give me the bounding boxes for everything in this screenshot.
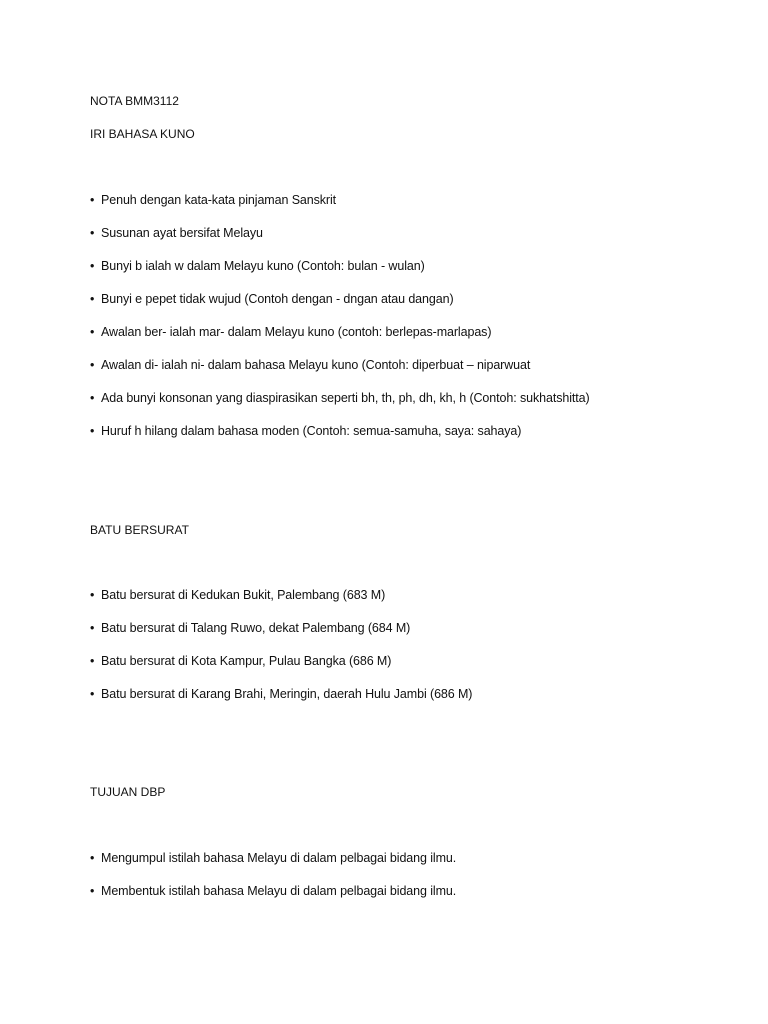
bullet-icon: •: [90, 654, 95, 668]
bullet-icon: •: [90, 358, 95, 372]
list-item-text: Bunyi e pepet tidak wujud (Contoh dengan - dngan atau dangan): [101, 292, 454, 306]
section-heading-ciri-bahasa-kuno: IRI BAHASA KUNO: [90, 127, 195, 141]
list-item-text: Penuh dengan kata-kata pinjaman Sanskrit: [101, 193, 337, 207]
bullet-icon: •: [90, 325, 95, 339]
bullet-icon: •: [90, 226, 95, 240]
list-item-text: Huruf h hilang dalam bahasa moden (Contoh: semua-samuha, saya: sahaya): [101, 424, 522, 438]
bullet-icon: •: [90, 193, 95, 207]
section-heading-batu-bersurat: BATU BERSURAT: [90, 523, 189, 537]
bullet-icon: •: [90, 687, 95, 701]
list-item: [90, 423, 521, 439]
bullet-icon: •: [90, 621, 95, 635]
bullet-icon: •: [90, 259, 95, 273]
bullet-icon: •: [90, 851, 95, 865]
list-item-text: Awalan ber- ialah mar- dalam Melayu kuno (contoh: berlepas-marlapas): [101, 325, 492, 339]
list-item-text: Awalan di- ialah ni- dalam bahasa Melayu kuno (Contoh: diperbuat – niparwuat: [101, 358, 531, 372]
list-item: [90, 390, 590, 406]
list-item: [90, 653, 391, 669]
list-item-text: Mengumpul istilah bahasa Melayu di dalam pelbagai bidang ilmu.: [101, 851, 457, 865]
list-item: [90, 324, 491, 340]
list-item-text: Susunan ayat bersifat Melayu: [101, 226, 263, 240]
list-item-text: Batu bersurat di Kedukan Bukit, Palembang (683 M): [101, 588, 386, 602]
bullet-icon: •: [90, 424, 95, 438]
list-item: [90, 357, 530, 373]
list-item-text: Batu bersurat di Kota Kampur, Pulau Bangka (686 M): [101, 654, 392, 668]
list-item-text: Batu bersurat di Talang Ruwo, dekat Palembang (684 M): [101, 621, 411, 635]
list-item: [90, 225, 263, 241]
list-item: [90, 883, 456, 899]
list-item: [90, 587, 385, 603]
bullet-icon: •: [90, 884, 95, 898]
list-item: [90, 686, 472, 702]
document-title: NOTA BMM3112: [90, 94, 179, 108]
list-item-text: Membentuk istilah bahasa Melayu di dalam pelbagai bidang ilmu.: [101, 884, 457, 898]
bullet-icon: •: [90, 391, 95, 405]
list-item: [90, 620, 410, 636]
bullet-icon: •: [90, 588, 95, 602]
list-item-text: Batu bersurat di Karang Brahi, Meringin, daerah Hulu Jambi (686 M): [101, 687, 473, 701]
list-item-text: Bunyi b ialah w dalam Melayu kuno (Contoh: bulan - wulan): [101, 259, 425, 273]
list-item: [90, 258, 425, 274]
list-item-text: Ada bunyi konsonan yang diaspirasikan seperti bh, th, ph, dh, kh, h (Contoh: sukhatshitta): [101, 391, 590, 405]
list-item: [90, 291, 454, 307]
section-heading-tujuan-dbp: TUJUAN DBP: [90, 785, 166, 799]
list-item: [90, 850, 456, 866]
bullet-icon: •: [90, 292, 95, 306]
list-item: [90, 192, 336, 208]
